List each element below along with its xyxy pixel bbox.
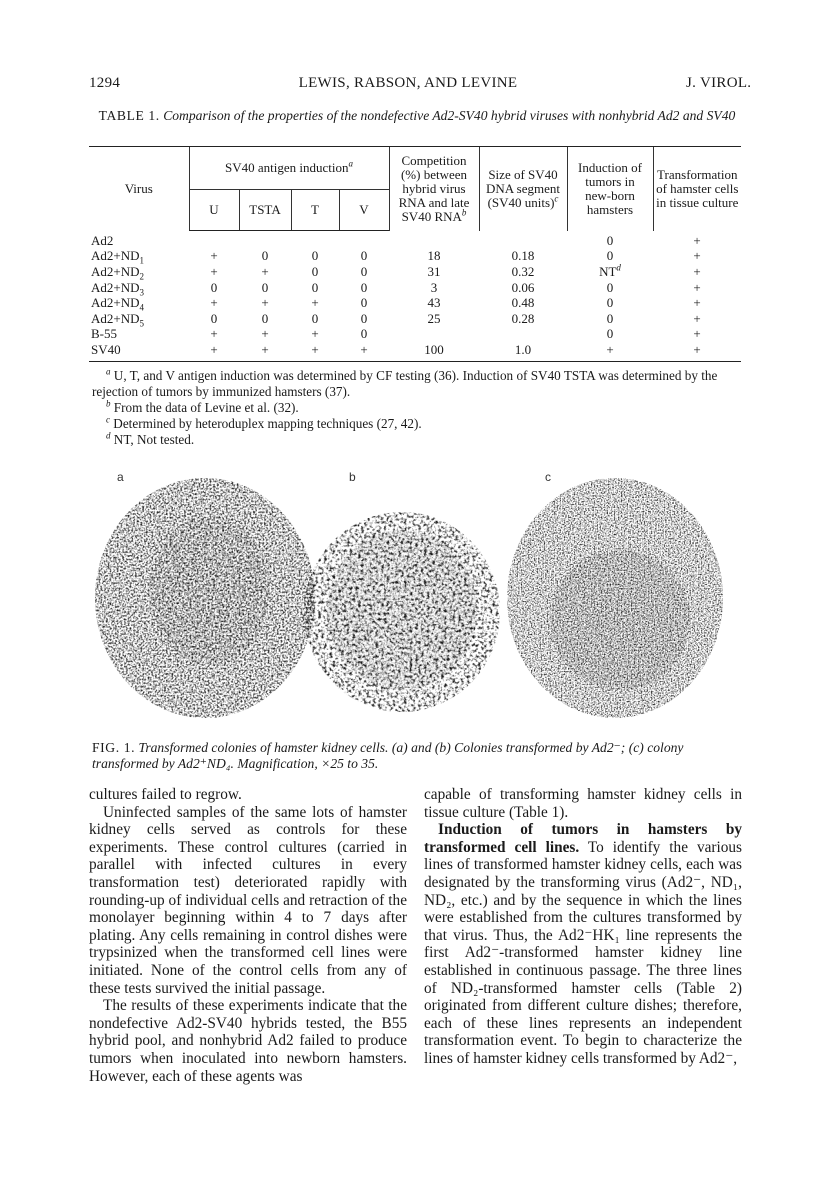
table-row: $Ad2+ND_5$ 0 0 0 0 25 0.28 0 + [91, 310, 701, 329]
footnote-b: $^b$ From the data of Levine et al. (32). [106, 398, 299, 415]
table-body [89, 231, 741, 362]
table-row: SV40 + + + + 100 1.0 + + [89, 342, 741, 361]
panel-c-colony [507, 478, 723, 718]
table-row: Ad2 0 + [91, 232, 701, 248]
footnote-a: $^a$ U, T, and V antigen induction was determined by CF testing (36). Induction of SV40 TSTA was determined by the rejection of tumors by immunized hamsters (37). [92, 366, 718, 399]
panel-label-a: a [117, 470, 124, 484]
header-segment: Size of SV40 DNA segment (SV40 units)$^c$ [479, 147, 567, 231]
table-caption [92, 108, 742, 124]
table-row: $Ad2+ND_2$ + + 0 0 31 0.32 $NT^d$ + [91, 262, 701, 282]
panel-label-c: c [545, 470, 551, 484]
table-row: B-55 + + + 0 0 + [91, 326, 701, 342]
panel-label-b: b [349, 470, 356, 484]
table-row: $Ad2+ND_4$ + + + 0 43 0.48 0 + [91, 295, 701, 313]
body-right-column [424, 786, 742, 1068]
section-heading: Induction of tumors in hamsters by transformed cell lines. [424, 821, 742, 856]
page-number: 1294 [89, 75, 121, 91]
header-virus: Virus [89, 147, 189, 231]
header-u: U [189, 190, 239, 231]
footnote-c: $^c$ Determined by heteroduplex mapping techniques (27, 42). [106, 414, 422, 431]
header-tsta: TSTA [239, 190, 291, 231]
table-row: $Ad2+ND_1$ + 0 0 0 18 0.18 0 + [91, 248, 701, 266]
table-caption-text: Comparison of the properties of the nondefective Ad2-SV40 hybrid viruses with nonhybrid Ad2 and SV40 [163, 108, 736, 123]
figure-caption-text: Transformed colonies of hamster kidney cells. (a) and (b) Colonies transformed by Ad2⁻; (c) colony transformed by Ad2⁺ND₄. Magnification, ×25 to 35. [92, 740, 684, 771]
paragraph: cultures failed to regrow. [89, 786, 242, 803]
panel-b-colony [304, 512, 500, 712]
figure-caption [92, 740, 752, 772]
header-tumors: Induction of tumors in new-born hamsters [567, 147, 653, 231]
comparison-table [89, 146, 741, 362]
paragraph: The results of these experiments indicate that the nondefective Ad2-SV40 hybrids tested, the B55 hybrid pool, and nonhybrid Ad2 failed to produce tumors when inoculated into newborn hamsters. However, each of these agents was [89, 997, 407, 1085]
journal-name: J. VIROL. [686, 75, 752, 91]
body-left-column [89, 786, 407, 1085]
header-antigen-group: SV40 antigen induction$^a$ [189, 147, 389, 190]
panel-a-colony [95, 478, 315, 718]
paragraph: Uninfected samples of the same lots of hamster kidney cells served as controls for these experiments. These control cultures (carried in parallel with infected cultures in every transformation test) deteriorated rapidly with rounding-up of individual cells and retraction of the monolayer beginning within 4 to 7 days after plating. Any cells remaining in control dishes were trypsinized when the transformed cell lines were initiated. None of the control cells from any of these tests survived the initial passage. [89, 803, 407, 997]
paragraph: capable of transforming hamster kidney cells in tissue culture (Table 1). [424, 786, 742, 821]
header-transformation: Transformation of hamster cells in tissue culture [653, 147, 741, 231]
header-t: T [291, 190, 339, 231]
header-competition: Competition (%) between hybrid virus RNA and late SV40 RNA$^b$ [389, 147, 479, 231]
table-label: TABLE 1. [98, 108, 160, 123]
paragraph: Induction of tumors in hamsters by transformed cell lines. To identify the various lines of transformed hamster kidney cells, each was designated by the transforming virus (Ad2⁻, ND₁, ND₂, etc.) and by the sequence in which the lines were established from the cultures transformed by that virus. Thus, the Ad2⁻HK₁ line represents the first Ad2⁻-transformed hamster kidney line established in continuous passage. The three lines of ND₂-transformed hamster cells (Table 2) originated from different culture dishes; therefore, each of these lines represents an independent transformation event. To begin to characterize the lines of hamster kidney cells transformed by Ad2⁻, [424, 821, 742, 1067]
header-v: V [339, 190, 389, 231]
colony-micrographs [90, 470, 730, 730]
running-title: LEWIS, RABSON, AND LEVINE [298, 75, 518, 91]
figure-label: FIG. 1. [92, 740, 136, 755]
footnote-d: $^d$ NT, Not tested. [106, 430, 195, 447]
table-row: $Ad2+ND_3$ 0 0 0 0 3 0.06 0 + [91, 279, 701, 298]
